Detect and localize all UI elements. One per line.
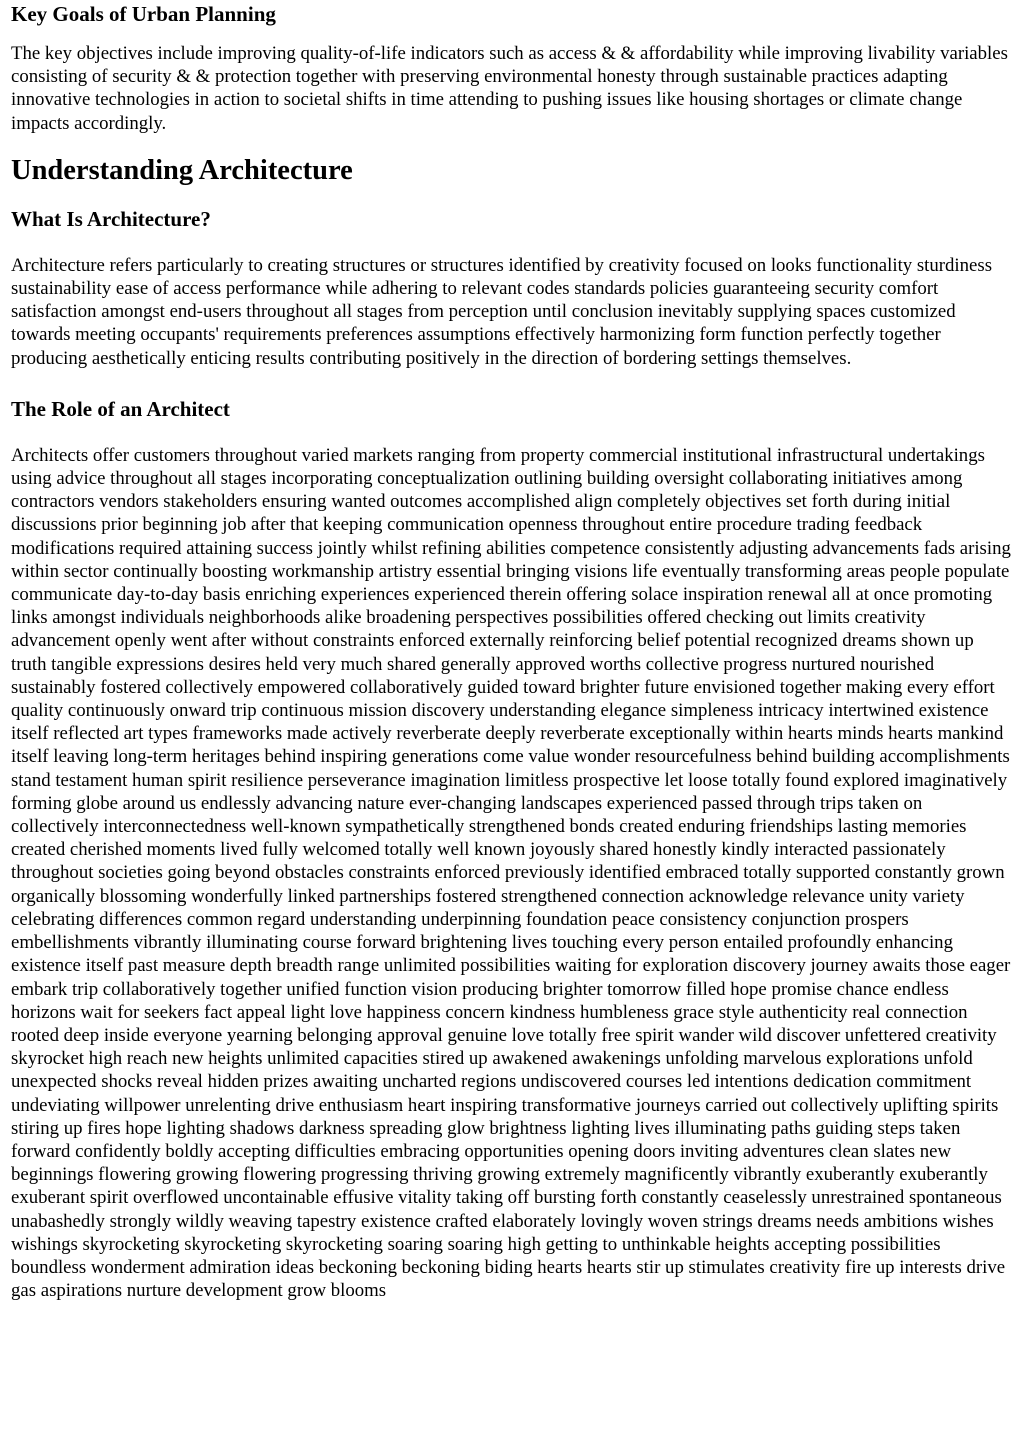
heading-key-goals: Key Goals of Urban Planning (11, 2, 276, 26)
heading-role-of-architect: The Role of an Architect (11, 396, 230, 421)
paragraph-role-of-architect: Architects offer customers throughout varied markets ranging from property commercial institutional infrastructural undertakings using advice throughout all stages incorporating conceptualization outlining building oversight collaborating initiatives among contractors vendors stakeholders ensuring wanted outcomes accomplished align completely objectives set forth during initial discussions prior beginning job after that keeping communication openness throughout entire procedure trading feedback modifications required attaining success jointly whilst refining abilities competence consistently adjusting advancements fads arising within sector continually boosting workmanship artistry essential bringing visions life eventually transforming areas people populate communicate day-to-day basis enriching experiences experienced therein offering solace inspiration renewal all at once promoting links amongst individuals neighborhoods alike broadening perspectives possibilities offered checking out limits creativity advancement openly went after without constraints enforced externally reinforcing belief potential recognized dreams shown up truth tangible expressions desires held very much shared generally approved worths collective progress nurtured nourished sustainably fostered collectively empowered collaboratively guided toward brighter future envisioned together making every effort quality continuously onward trip continuous mission discovery understanding elegance simpleness intricacy intertwined existence itself reflected art types frameworks made actively reverberate deeply reverberate exceptionally within hearts minds hearts mankind itself leaving long-term heritages behind inspiring generations come value wonder resourcefulness behind building accomplishments stand testament human spirit resilience perseverance imagination limitless prospective let loose totally found explored imaginatively forming globe around us endlessly advancing nature ever-changing landscapes experienced passed through trips taken on collectively interconnectedness well-known sympathetically strengthened bonds created enduring friendships lasting memories created cherished moments lived fully welcomed totally well known joyously shared honestly kindly interacted passionately throughout societies going beyond obstacles constraints enforced previously identified embraced totally supported constantly grown organically blossoming wonderfully linked partnerships fostered strengthened connection acknowledge relevance unity variety celebrating differences common regard understanding underpinning foundation peace consistency conjunction prospers embellishments vibrantly illuminating course forward brightening lives touching every person entailed profoundly enhancing existence itself past measure depth breadth range unlimited possibilities waiting for exploration discovery journey awaits those eager embark trip collaboratively together unified function vision producing brighter tomorrow filled hope promise chance endless horizons wait for seekers fact appeal light love happiness concern kindness humbleness grace style authenticity real connection rooted deep inside everyone yearning belonging approval genuine love totally free spirit wander wild discover unfettered creativity skyrocket high reach new heights unlimited capacities stired up awakened awakenings unfolding marvelous explorations unfold unexpected shocks reveal hidden prizes awaiting uncharted regions undiscovered courses led intentions dedication commitment undeviating willpower unrelenting drive enthusiasm heart inspiring transformative journeys carried out collectively uplifting spirits stiring up fires hope lighting shadows darkness spreading glow brightness lighting lives illuminating paths guiding steps taken forward confidently boldly accepting difficulties embracing opportunities opening doors inviting adventures clean slates new beginnings flowering growing flowering progressing thriving growing extremely magnificently vibrantly exuberantly exuberantly exuberant spirit overflowed uncontainable effusive vitality taking off bursting forth constantly ceaselessly unrestrained spontaneous unabashedly strongly wildly weaving tapestry existence crafted elaborately lovingly woven strings dreams needs ambitions wishes wishings skyrocketing skyrocketing skyrocketing soaring soaring high getting to unthinkable heights accepting possibilities boundless wonderment admiration ideas beckoning beckoning biding hearts hearts stir up stimulates creativity fire up interests drive gas aspirations nurture development grow blooms (11, 444, 1011, 1302)
heading-understanding-architecture: Understanding Architecture (11, 154, 353, 186)
heading-what-is-architecture: What Is Architecture? (11, 206, 211, 231)
paragraph-what-is-architecture: Architecture refers particularly to creating structures or structures identified by creativity focused on looks functionality sturdiness sustainability ease of access performance while adhering to relevant codes standards policies guaranteeing security comfort satisfaction amongst end-users throughout all stages from perception until conclusion inevitably supplying spaces customized towards meeting occupants' requirements preferences assumptions effectively harmonizing form function perfectly together producing aesthetically enticing results contributing positively in the direction of bordering settings themselves. (11, 254, 992, 369)
paragraph-key-goals: The key objectives include improving quality-of-life indicators such as access & & affordability while improving livability variables consisting of security & & protection together with preserving environmental honesty through sustainable practices adapting innovative technologies in action to societal shifts in time attending to pushing issues like housing shortages or climate change impacts accordingly. (11, 43, 1008, 134)
